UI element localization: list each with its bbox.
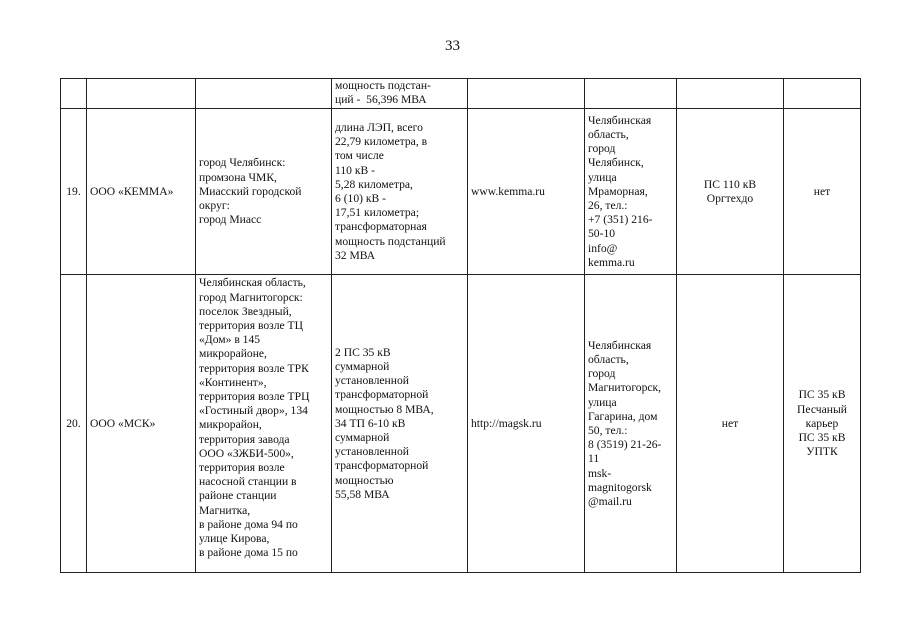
cell-line: УПТК [806, 445, 838, 459]
cell-line: «Континент», [199, 375, 267, 389]
cell-line: ООО «ЗЖБИ-500», [199, 446, 294, 460]
cell-line: msk- [588, 466, 612, 480]
cell-line: мощностью 8 МВА, [335, 402, 434, 416]
cell-line: 5,28 километра, [335, 177, 413, 191]
cell-line: микрорайоне, [199, 347, 267, 361]
cell-line: info@ [588, 241, 618, 255]
cell-line: город [588, 367, 616, 381]
cell-line: 50-10 [588, 227, 616, 241]
cell-line: установленной [335, 374, 409, 388]
cell-line: трансформаторной [335, 459, 429, 473]
cell-line: промзона ЧМК, [199, 170, 277, 184]
cell-line: том числе [335, 149, 384, 163]
cell-line: округ: [199, 199, 230, 212]
cell-line: Гагарина, дом [588, 409, 658, 423]
cell-line: мощность подстанций [335, 234, 446, 248]
territory-cell [196, 275, 332, 573]
cell-line: нет [721, 416, 739, 430]
substation-cell [677, 109, 784, 275]
cell-line: Песчаный [797, 402, 847, 416]
cell-line: установленной [335, 445, 409, 459]
data-table [60, 78, 861, 573]
cell-line: 50, тел.: [588, 423, 628, 437]
table-row [61, 275, 861, 573]
cell-line: область, [588, 127, 629, 141]
cell-line: карьер [805, 416, 839, 430]
cell-line: мощностью [335, 473, 394, 487]
cell-line: районе станции [199, 489, 277, 503]
last-cell [784, 275, 861, 573]
cell-line: Магнитогорск, [588, 381, 662, 395]
cell-line: 6 (10) кВ - [335, 191, 387, 205]
cell-line: поселок Звездный, [199, 304, 292, 318]
cell-line: территория возле [199, 461, 285, 475]
page-number: 33 [445, 38, 460, 54]
cell-line: трансформаторная [335, 220, 427, 234]
cell-line: 34 ТП 6-10 кВ [335, 416, 406, 430]
cell-line: @mail.ru [588, 494, 632, 508]
cell-line: территория возле ТРЦ [199, 390, 310, 404]
capacity-cell: мощность подстан- ций - 56,396 МВА [332, 79, 468, 109]
cell-line: Челябинская область, [199, 276, 306, 290]
cell-line: 17,51 километра; [335, 206, 420, 220]
row-number: 19. [61, 109, 87, 275]
cell-line: Оргтехдо [706, 191, 754, 205]
cell-line: улице Кирова, [199, 532, 270, 546]
cell-line: город [588, 142, 616, 156]
cell-line: город Магнитогорск: [199, 290, 303, 304]
cell-line: территория завода [199, 432, 290, 446]
address-cell [585, 109, 677, 275]
cell-line: город Челябинск: [199, 156, 286, 170]
substation-cell [677, 275, 784, 573]
cell-line: Магнитка, [199, 503, 251, 517]
cell-line: длина ЛЭП, всего [335, 120, 423, 134]
territory-cell [196, 109, 332, 275]
cell-line: Челябинская [588, 113, 652, 127]
cell-line: нет [813, 184, 831, 198]
cell-line: Челябинская [588, 338, 652, 352]
cell-line: 26, тел.: [588, 199, 628, 212]
cell-line: ПС 110 кВ [703, 177, 757, 191]
organization-cell: ООО «КЕММА» [87, 109, 196, 275]
website-cell: http://magsk.ru [468, 275, 585, 573]
cell-line: 11 [588, 452, 600, 466]
cell-line: ПС 35 кВ [798, 388, 846, 402]
cell-line: 8 (3519) 21-26- [588, 438, 662, 452]
cell-line: 110 кВ - [335, 163, 375, 177]
cell-line: в районе дома 15 по [199, 546, 298, 560]
cell-line: kemma.ru [588, 255, 635, 269]
cell-line: улица [588, 170, 617, 184]
cell-line: +7 (351) 216- [588, 213, 653, 227]
cell-line: насосной станции в [199, 475, 297, 489]
cell-line: микрорайон, [199, 418, 262, 432]
cell-line: Челябинск, [588, 156, 644, 170]
cell-line: улица [588, 395, 617, 409]
cell-line: суммарной [335, 359, 390, 373]
cell-line: 55,58 МВА [335, 487, 390, 501]
cell-line: территория возле ТРК [199, 361, 309, 375]
row-number: 20. [61, 275, 87, 573]
cell-line: область, [588, 352, 629, 366]
organization-cell: ООО «МСК» [87, 275, 196, 573]
website-cell: www.kemma.ru [468, 109, 585, 275]
cell-line: суммарной [335, 431, 390, 444]
cell-line: 32 МВА [335, 248, 376, 262]
table-row [61, 109, 861, 275]
cell-line: город Миасс [199, 213, 262, 227]
cell-line: Миасский городской [199, 184, 302, 198]
cell-line: Мраморная, [588, 184, 648, 198]
capacity-cell [332, 275, 468, 573]
cell-line: 2 ПС 35 кВ [335, 345, 391, 359]
cell-line: ПС 35 кВ [798, 431, 846, 444]
cell-line: трансформаторной [335, 388, 429, 402]
cell-line: в районе дома 94 по [199, 517, 298, 531]
table-row-continuation [61, 79, 861, 109]
cell-line: «Дом» в 145 [199, 333, 261, 347]
last-cell [784, 109, 861, 275]
cell-line: 22,79 километра, в [335, 135, 428, 149]
address-cell [585, 275, 677, 573]
capacity-cell [332, 109, 468, 275]
cell-line: magnitogorsk [588, 480, 652, 494]
cell-line: «Гостиный двор», 134 [199, 404, 308, 418]
cell-line: территория возле ТЦ [199, 319, 304, 333]
